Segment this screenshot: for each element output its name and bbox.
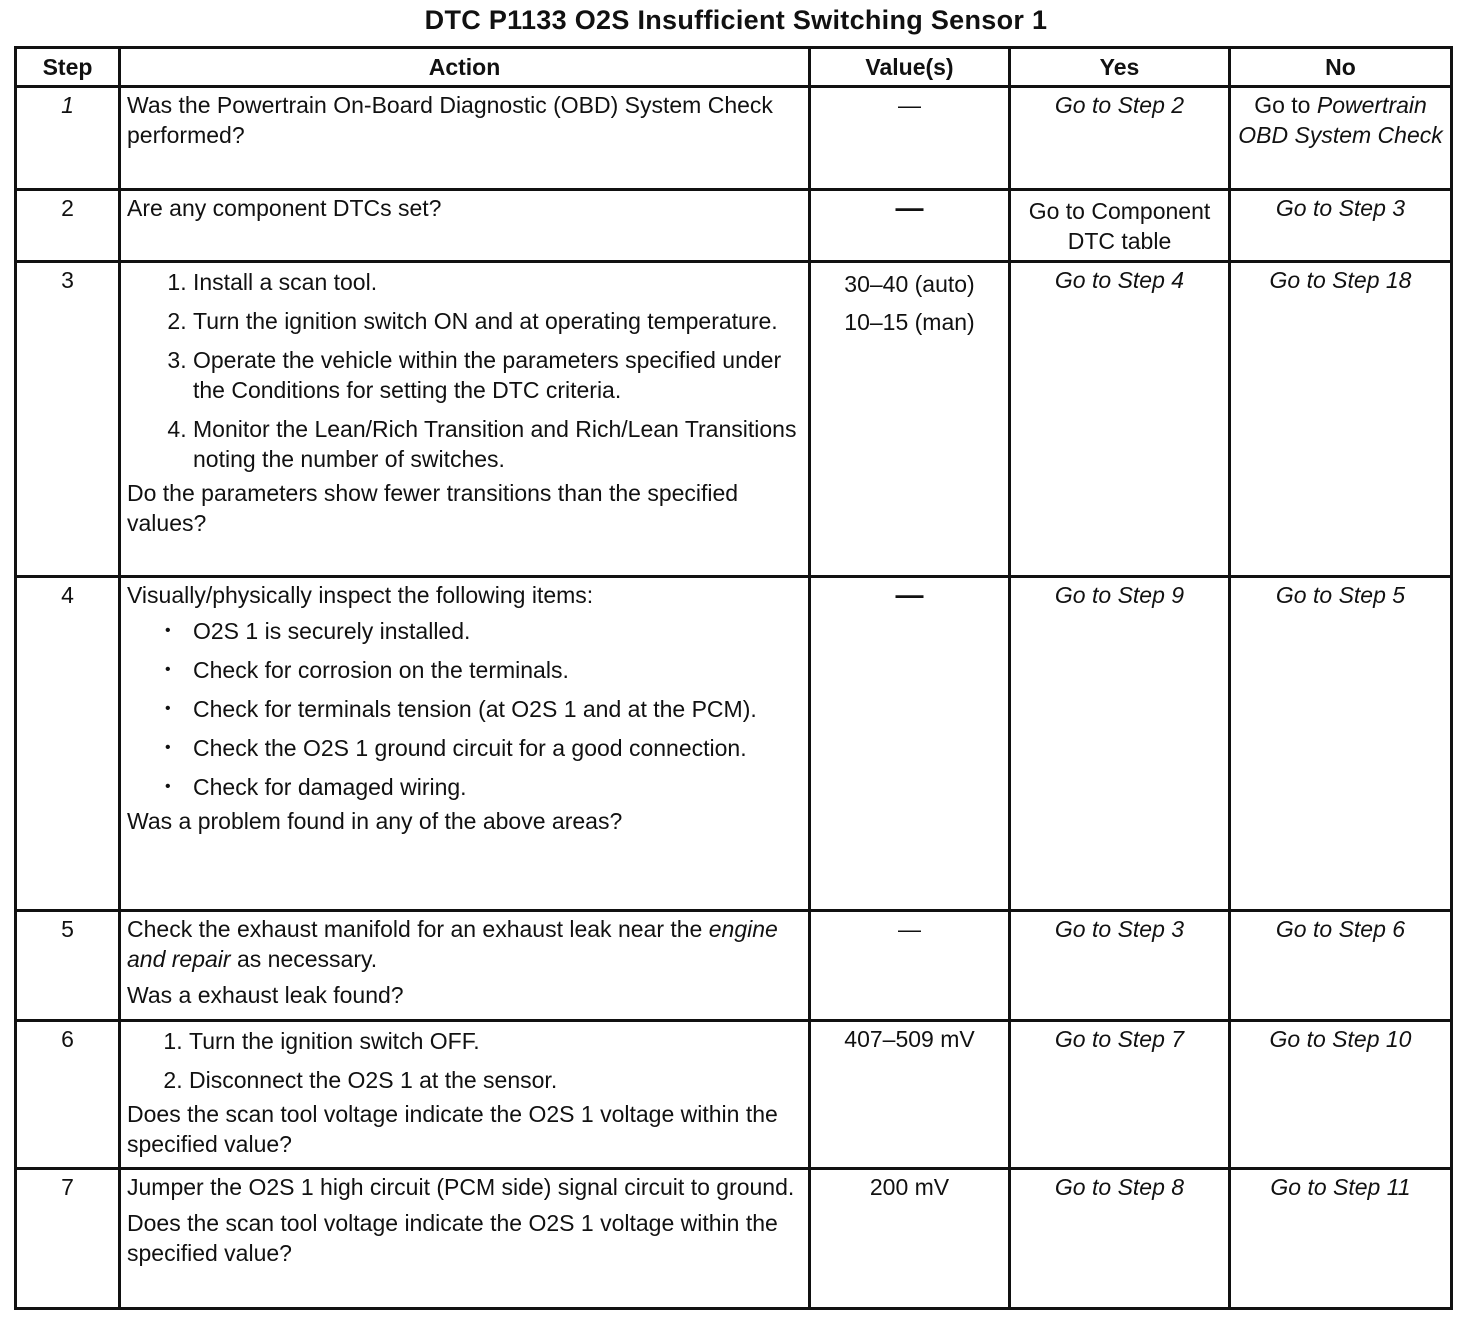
action-cell xyxy=(120,190,810,262)
yes-link[interactable]: Go to Step 3 xyxy=(1054,916,1185,942)
table-row xyxy=(16,1169,1452,1309)
yes-link[interactable]: Go to Step 9 xyxy=(1054,582,1185,608)
no-cell xyxy=(1230,262,1452,577)
no-link[interactable]: Go to Step 6 xyxy=(1275,916,1406,942)
action-question: Was a problem found in any of the above areas? xyxy=(127,808,623,834)
no-cell xyxy=(1230,190,1452,262)
page-title: DTC P1133 O2S Insufficient Switching Sensor 1 xyxy=(424,5,1048,35)
step-number: 3 xyxy=(16,262,120,577)
inspection-list xyxy=(127,616,802,802)
no-cell xyxy=(1230,1169,1452,1309)
action-intro: Visually/physically inspect the following items: xyxy=(127,582,594,608)
no-cell xyxy=(1230,911,1452,1021)
action-question: Does the scan tool voltage indicate the O2S 1 voltage within the specified value? xyxy=(127,1210,778,1266)
value-cell xyxy=(810,262,1010,577)
header-step: Step xyxy=(16,48,120,87)
table-row xyxy=(16,911,1452,1021)
no-cell xyxy=(1230,577,1452,911)
action-text-post: as necessary. xyxy=(236,946,378,972)
value-cell xyxy=(810,1021,1010,1169)
action-cell xyxy=(120,262,810,577)
action-steps-list xyxy=(127,267,802,474)
list-item: 2. Disconnect the O2S 1 at the sensor. xyxy=(189,1065,802,1095)
table-header-row xyxy=(16,48,1452,87)
no-link[interactable]: Go to Step 3 xyxy=(1275,195,1406,221)
value-cell xyxy=(810,911,1010,1021)
action-text-pre: Check the exhaust manifold for an exhaust leak near the xyxy=(127,916,703,942)
action-cell xyxy=(120,577,810,911)
table-row xyxy=(16,1021,1452,1169)
value-text: — xyxy=(898,92,921,118)
value-text: 10–15 (man) xyxy=(844,309,975,335)
list-item: 1. Install a scan tool. xyxy=(193,267,802,297)
list-item: • Check for damaged wiring. xyxy=(193,772,802,802)
yes-cell xyxy=(1010,87,1230,190)
value-cell xyxy=(810,87,1010,190)
action-text: Was the Powertrain On-Board Diagnostic (OBD) System Check performed? xyxy=(127,92,773,148)
table-row xyxy=(16,87,1452,190)
yes-cell xyxy=(1010,911,1230,1021)
table-row xyxy=(16,190,1452,262)
no-link[interactable]: Powertrain OBD System Check xyxy=(1238,92,1443,148)
no-link[interactable]: Go to Step 11 xyxy=(1270,1174,1411,1200)
value-cell xyxy=(810,190,1010,262)
step-number: 1 xyxy=(16,87,120,190)
list-item: • Check the O2S 1 ground circuit for a good connection. xyxy=(193,733,802,763)
action-steps-list xyxy=(127,1026,802,1095)
value-text: — xyxy=(895,192,924,223)
table-row xyxy=(16,577,1452,911)
value-text: 200 mV xyxy=(869,1174,950,1200)
value-text: — xyxy=(895,579,924,610)
no-link[interactable]: Go to Step 18 xyxy=(1269,267,1412,293)
yes-cell xyxy=(1010,1169,1230,1309)
action-cell xyxy=(120,87,810,190)
action-cell xyxy=(120,1169,810,1309)
action-cell xyxy=(120,1021,810,1169)
yes-link[interactable]: Go to Step 7 xyxy=(1054,1026,1185,1052)
value-cell xyxy=(810,1169,1010,1309)
header-yes: Yes xyxy=(1010,48,1230,87)
action-text: Jumper the O2S 1 high circuit (PCM side) signal circuit to ground. xyxy=(127,1174,795,1200)
action-text: Are any component DTCs set? xyxy=(127,195,442,221)
no-link[interactable]: Go to Step 10 xyxy=(1269,1026,1412,1052)
yes-link[interactable]: Go to Component DTC table xyxy=(1028,197,1211,254)
value-cell xyxy=(810,577,1010,911)
no-cell xyxy=(1230,87,1452,190)
list-item: 4. Monitor the Lean/Rich Transition and Rich/Lean Transitions noting the number of switches. xyxy=(193,414,802,474)
no-link[interactable]: Go to Step 5 xyxy=(1275,582,1406,608)
yes-link[interactable]: Go to Step 8 xyxy=(1054,1174,1185,1200)
list-item: 3. Operate the vehicle within the parameters specified under the Conditions for setting the DTC criteria. xyxy=(193,345,802,405)
yes-link[interactable]: Go to Step 2 xyxy=(1054,92,1185,118)
step-number: 5 xyxy=(16,911,120,1021)
list-item: • Check for corrosion on the terminals. xyxy=(193,655,802,685)
yes-cell xyxy=(1010,1021,1230,1169)
list-item: • Check for terminals tension (at O2S 1 and at the PCM). xyxy=(193,694,802,724)
header-no: No xyxy=(1230,48,1452,87)
value-text: 30–40 (auto) xyxy=(844,271,975,297)
table-row xyxy=(16,262,1452,577)
action-question: Was a exhaust leak found? xyxy=(127,982,404,1008)
yes-link[interactable]: Go to Step 4 xyxy=(1054,267,1185,293)
action-question: Do the parameters show fewer transitions than the specified values? xyxy=(127,480,739,536)
action-text-italic: engine and repair xyxy=(127,916,778,972)
yes-cell xyxy=(1010,190,1230,262)
diagnostic-table xyxy=(14,46,1453,1310)
yes-cell xyxy=(1010,577,1230,911)
step-number: 7 xyxy=(16,1169,120,1309)
action-cell xyxy=(120,911,810,1021)
header-values: Value(s) xyxy=(810,48,1010,87)
list-item: 2. Turn the ignition switch ON and at operating temperature. xyxy=(193,306,802,336)
step-number: 4 xyxy=(16,577,120,911)
header-action: Action xyxy=(120,48,810,87)
step-number: 2 xyxy=(16,190,120,262)
value-text: — xyxy=(898,916,921,942)
action-text xyxy=(127,914,802,974)
value-text: 407–509 mV xyxy=(844,1026,975,1052)
action-question: Does the scan tool voltage indicate the O2S 1 voltage within the specified value? xyxy=(127,1101,778,1157)
yes-cell xyxy=(1010,262,1230,577)
step-number: 6 xyxy=(16,1021,120,1169)
list-item: • O2S 1 is securely installed. xyxy=(193,616,802,646)
no-prefix: Go to xyxy=(1254,92,1311,118)
list-item: 1. Turn the ignition switch OFF. xyxy=(189,1026,802,1056)
no-cell xyxy=(1230,1021,1452,1169)
